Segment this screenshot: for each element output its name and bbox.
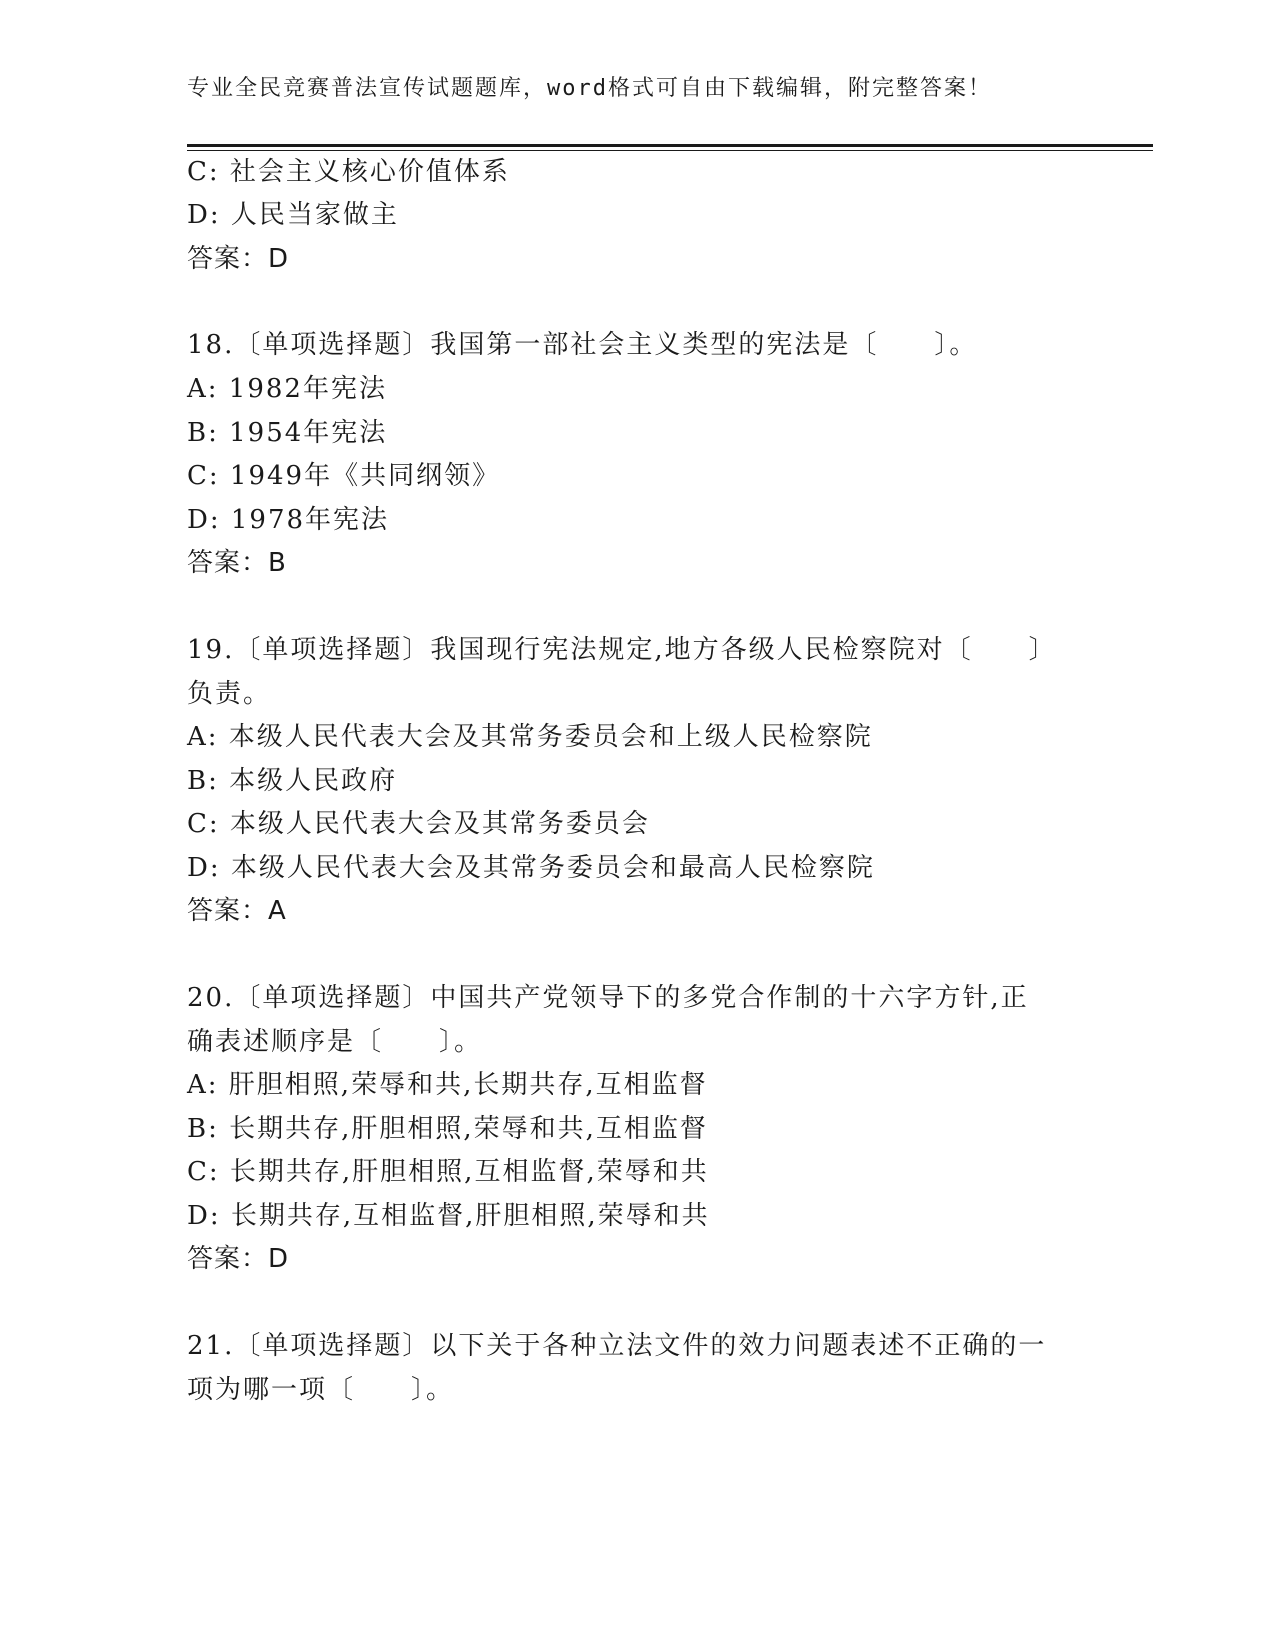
option-d: D: 长期共存,互相监督,肝胆相照,荣辱和共 xyxy=(187,1201,710,1231)
option-d: D: 本级人民代表大会及其常务委员会和最高人民检察院 xyxy=(187,853,875,883)
question-stem-continued: 确表述顺序是〔 〕。 xyxy=(187,1027,483,1057)
option-c: C: 社会主义核心价值体系 xyxy=(187,157,510,187)
option-d: D: 1978年宪法 xyxy=(187,505,390,535)
header-rule-thin xyxy=(187,150,1153,151)
header-rule-thick xyxy=(187,144,1153,147)
option-b: B: 1954年宪法 xyxy=(187,418,388,448)
question-stem: 18.〔单项选择题〕我国第一部社会主义类型的宪法是〔 〕。 xyxy=(187,330,978,360)
option-a: A: 本级人民代表大会及其常务委员会和上级人民检察院 xyxy=(187,722,873,752)
question-stem: 19.〔单项选择题〕我国现行宪法规定,地方各级人民检察院对〔 〕 xyxy=(187,635,1057,665)
option-b: B: 长期共存,肝胆相照,荣辱和共,互相监督 xyxy=(187,1114,708,1144)
question-stem: 20.〔单项选择题〕中国共产党领导下的多党合作制的十六字方针,正 xyxy=(187,983,1029,1013)
question-stem: 21.〔单项选择题〕以下关于各种立法文件的效力问题表述不正确的一 xyxy=(187,1331,1047,1361)
option-c: C: 1949年《共同纲领》 xyxy=(187,461,501,491)
option-c: C: 本级人民代表大会及其常务委员会 xyxy=(187,809,650,839)
option-d: D: 人民当家做主 xyxy=(187,200,399,230)
option-a: A: 肝胆相照,荣辱和共,长期共存,互相监督 xyxy=(187,1070,708,1100)
option-b: B: 本级人民政府 xyxy=(187,766,398,796)
answer: 答案：B xyxy=(187,548,287,578)
answer: 答案：A xyxy=(187,896,287,926)
question-stem-continued: 负责。 xyxy=(187,679,272,709)
option-c: C: 长期共存,肝胆相照,互相监督,荣辱和共 xyxy=(187,1157,709,1187)
answer: 答案：D xyxy=(187,1244,290,1274)
option-a: A: 1982年宪法 xyxy=(187,374,387,404)
question-stem-continued: 项为哪一项〔 〕。 xyxy=(187,1375,455,1405)
answer: 答案：D xyxy=(187,244,290,274)
page-header: 专业全民竞赛普法宣传试题题库，word格式可自由下载编辑，附完整答案！ xyxy=(187,76,992,101)
